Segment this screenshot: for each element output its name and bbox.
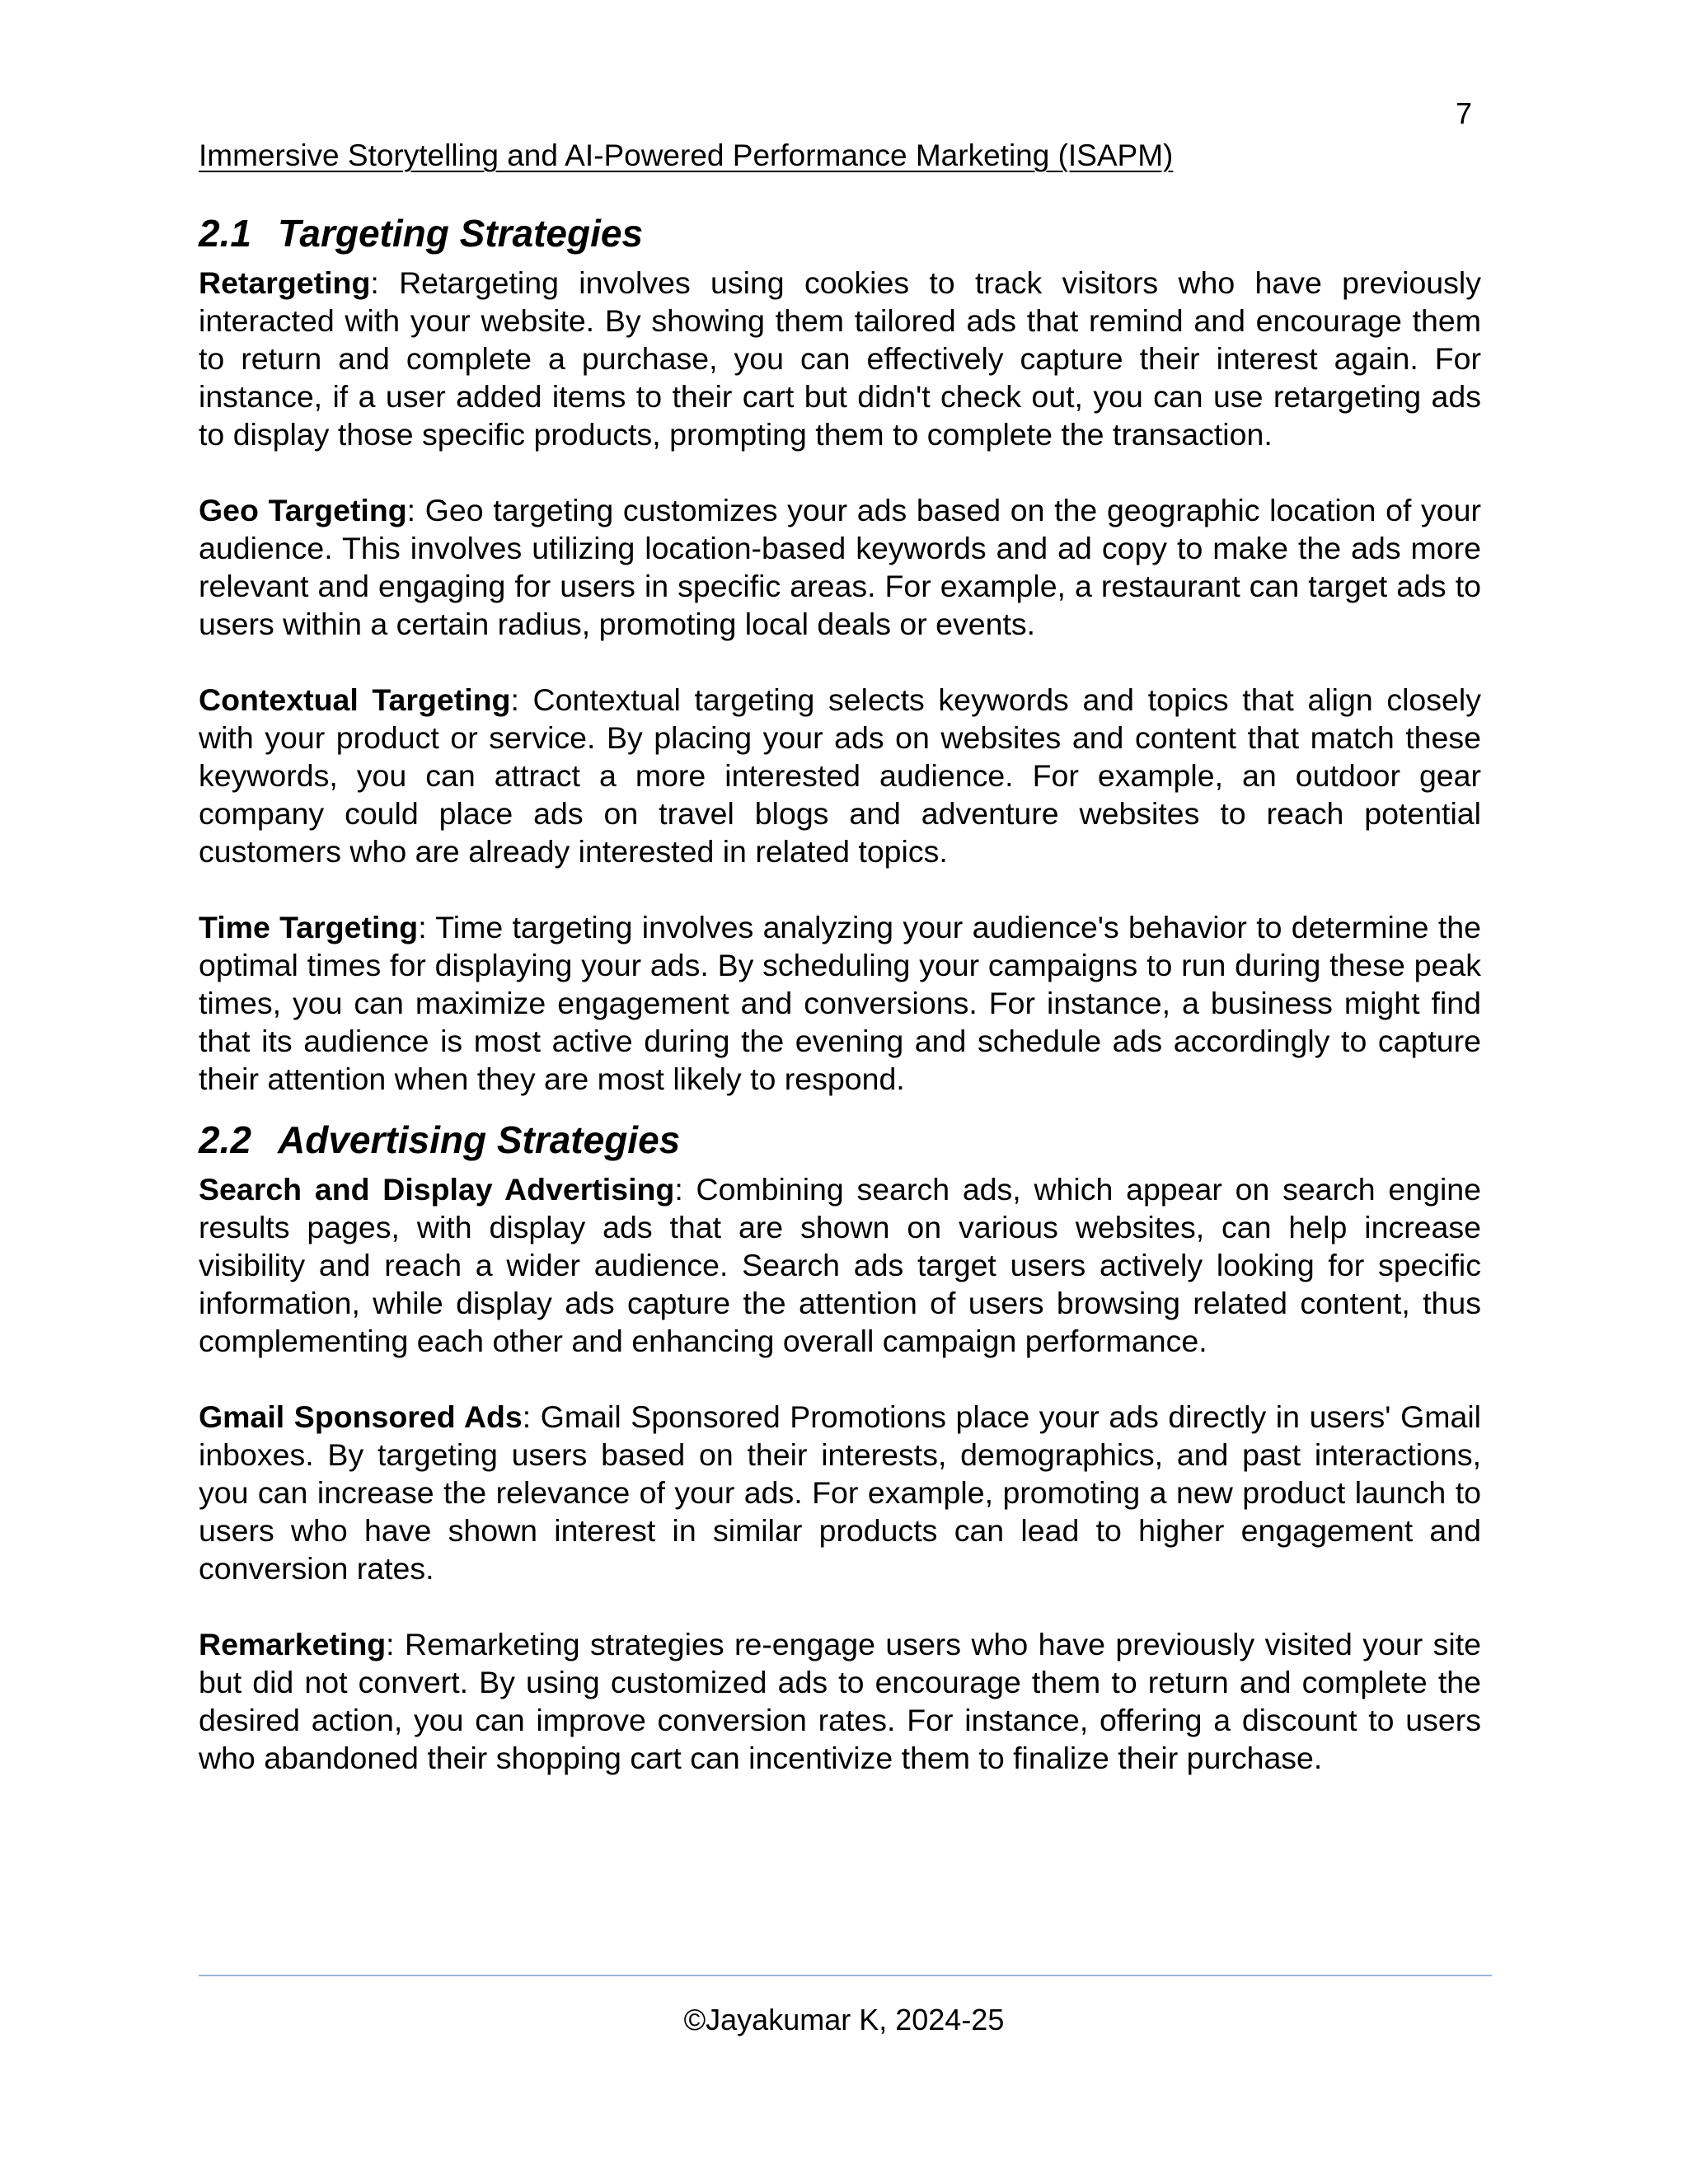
term-label: Geo Targeting — [199, 493, 407, 527]
paragraph-search-display-advertising — [199, 1170, 1481, 1360]
paragraph-text: : Gmail Sponsored Promotions place your ads directly in users' Gmail inboxes. By targeting users based on their interests, demographics, and past interactions, you can increase the relevance of your ads. For example, promoting a new product launch to users who have shown interest in similar products can lead to higher engagement and conversion rates. — [199, 1399, 1481, 1586]
footer-divider — [199, 1975, 1492, 1976]
page-number: 7 — [1455, 96, 1472, 130]
term-label: Contextual Targeting — [199, 682, 511, 717]
term-label: Retargeting — [199, 265, 371, 300]
footer-copyright: ©Jayakumar K, 2024-25 — [683, 2003, 1005, 2036]
paragraph-geo-targeting — [199, 491, 1481, 643]
section-title: Targeting Strategies — [278, 212, 644, 255]
term-label: Search and Display Advertising — [199, 1172, 675, 1207]
paragraph-contextual-targeting — [199, 681, 1481, 870]
term-label: Remarketing — [199, 1627, 387, 1661]
section-heading-targeting-strategies — [199, 208, 1481, 259]
running-header: Immersive Storytelling and AI-Powered Performance Marketing (ISAPM) — [199, 138, 1174, 172]
section-number: 2.1 — [199, 212, 251, 255]
paragraph-retargeting — [199, 264, 1481, 453]
paragraph-gmail-sponsored-ads — [199, 1398, 1481, 1587]
paragraph-time-targeting — [199, 908, 1481, 1098]
paragraph-text: : Retargeting involves using cookies to track visitors who have previously interacted with your website. By showing them tailored ads that remind and encourage them to return and complete a purchase, you can effectively capture their interest again. For instance, if a user added items to their cart but didn't check out, you can use retargeting ads to display those specific products, prompting them to complete the transaction. — [199, 265, 1481, 452]
paragraph-text: : Combining search ads, which appear on search engine results pages, with display ads that are shown on various websites, can help increase visibility and reach a wider audience. Search ads target users actively looking for specific information, while display ads capture the attention of users browsing related content, thus complementing each other and enhancing overall campaign performance. — [199, 1172, 1481, 1358]
section-number: 2.2 — [199, 1118, 251, 1161]
term-label: Gmail Sponsored Ads — [199, 1399, 523, 1434]
paragraph-text: : Geo targeting customizes your ads based on the geographic location of your audience. This involves utilizing location-based keywords and ad copy to make the ads more relevant and engaging for users in specific areas. For example, a restaurant can target ads to users within a certain radius, promoting local deals or events. — [199, 493, 1482, 641]
paragraph-text: : Remarketing strategies re-engage users who have previously visited your site but did not convert. By using customized ads to encourage them to return and complete the desired action, you can improve conversion rates. For instance, offering a discount to users who abandoned their shopping cart can incentivize them to finalize their purchase. — [199, 1627, 1481, 1775]
paragraph-text: : Contextual targeting selects keywords and topics that align closely with your product or service. By placing your ads on websites and content that match these keywords, you can attract a more interested audience. For example, an outdoor gear company could place ads on travel blogs and adventure websites to reach potential customers who are already interested in related topics. — [199, 682, 1481, 869]
document-body — [199, 208, 1481, 1815]
paragraph-remarketing — [199, 1625, 1481, 1777]
section-heading-advertising-strategies — [199, 1114, 1481, 1165]
term-label: Time Targeting — [199, 910, 419, 944]
section-title: Advertising Strategies — [278, 1118, 681, 1161]
paragraph-text: : Time targeting involves analyzing your audience's behavior to determine the optimal times for displaying your ads. By scheduling your campaigns to run during these peak times, you can maximize engagement and conversions. For instance, a business might find that its audience is most active during the evening and schedule ads accordingly to capture their attention when they are most likely to respond. — [199, 910, 1481, 1096]
